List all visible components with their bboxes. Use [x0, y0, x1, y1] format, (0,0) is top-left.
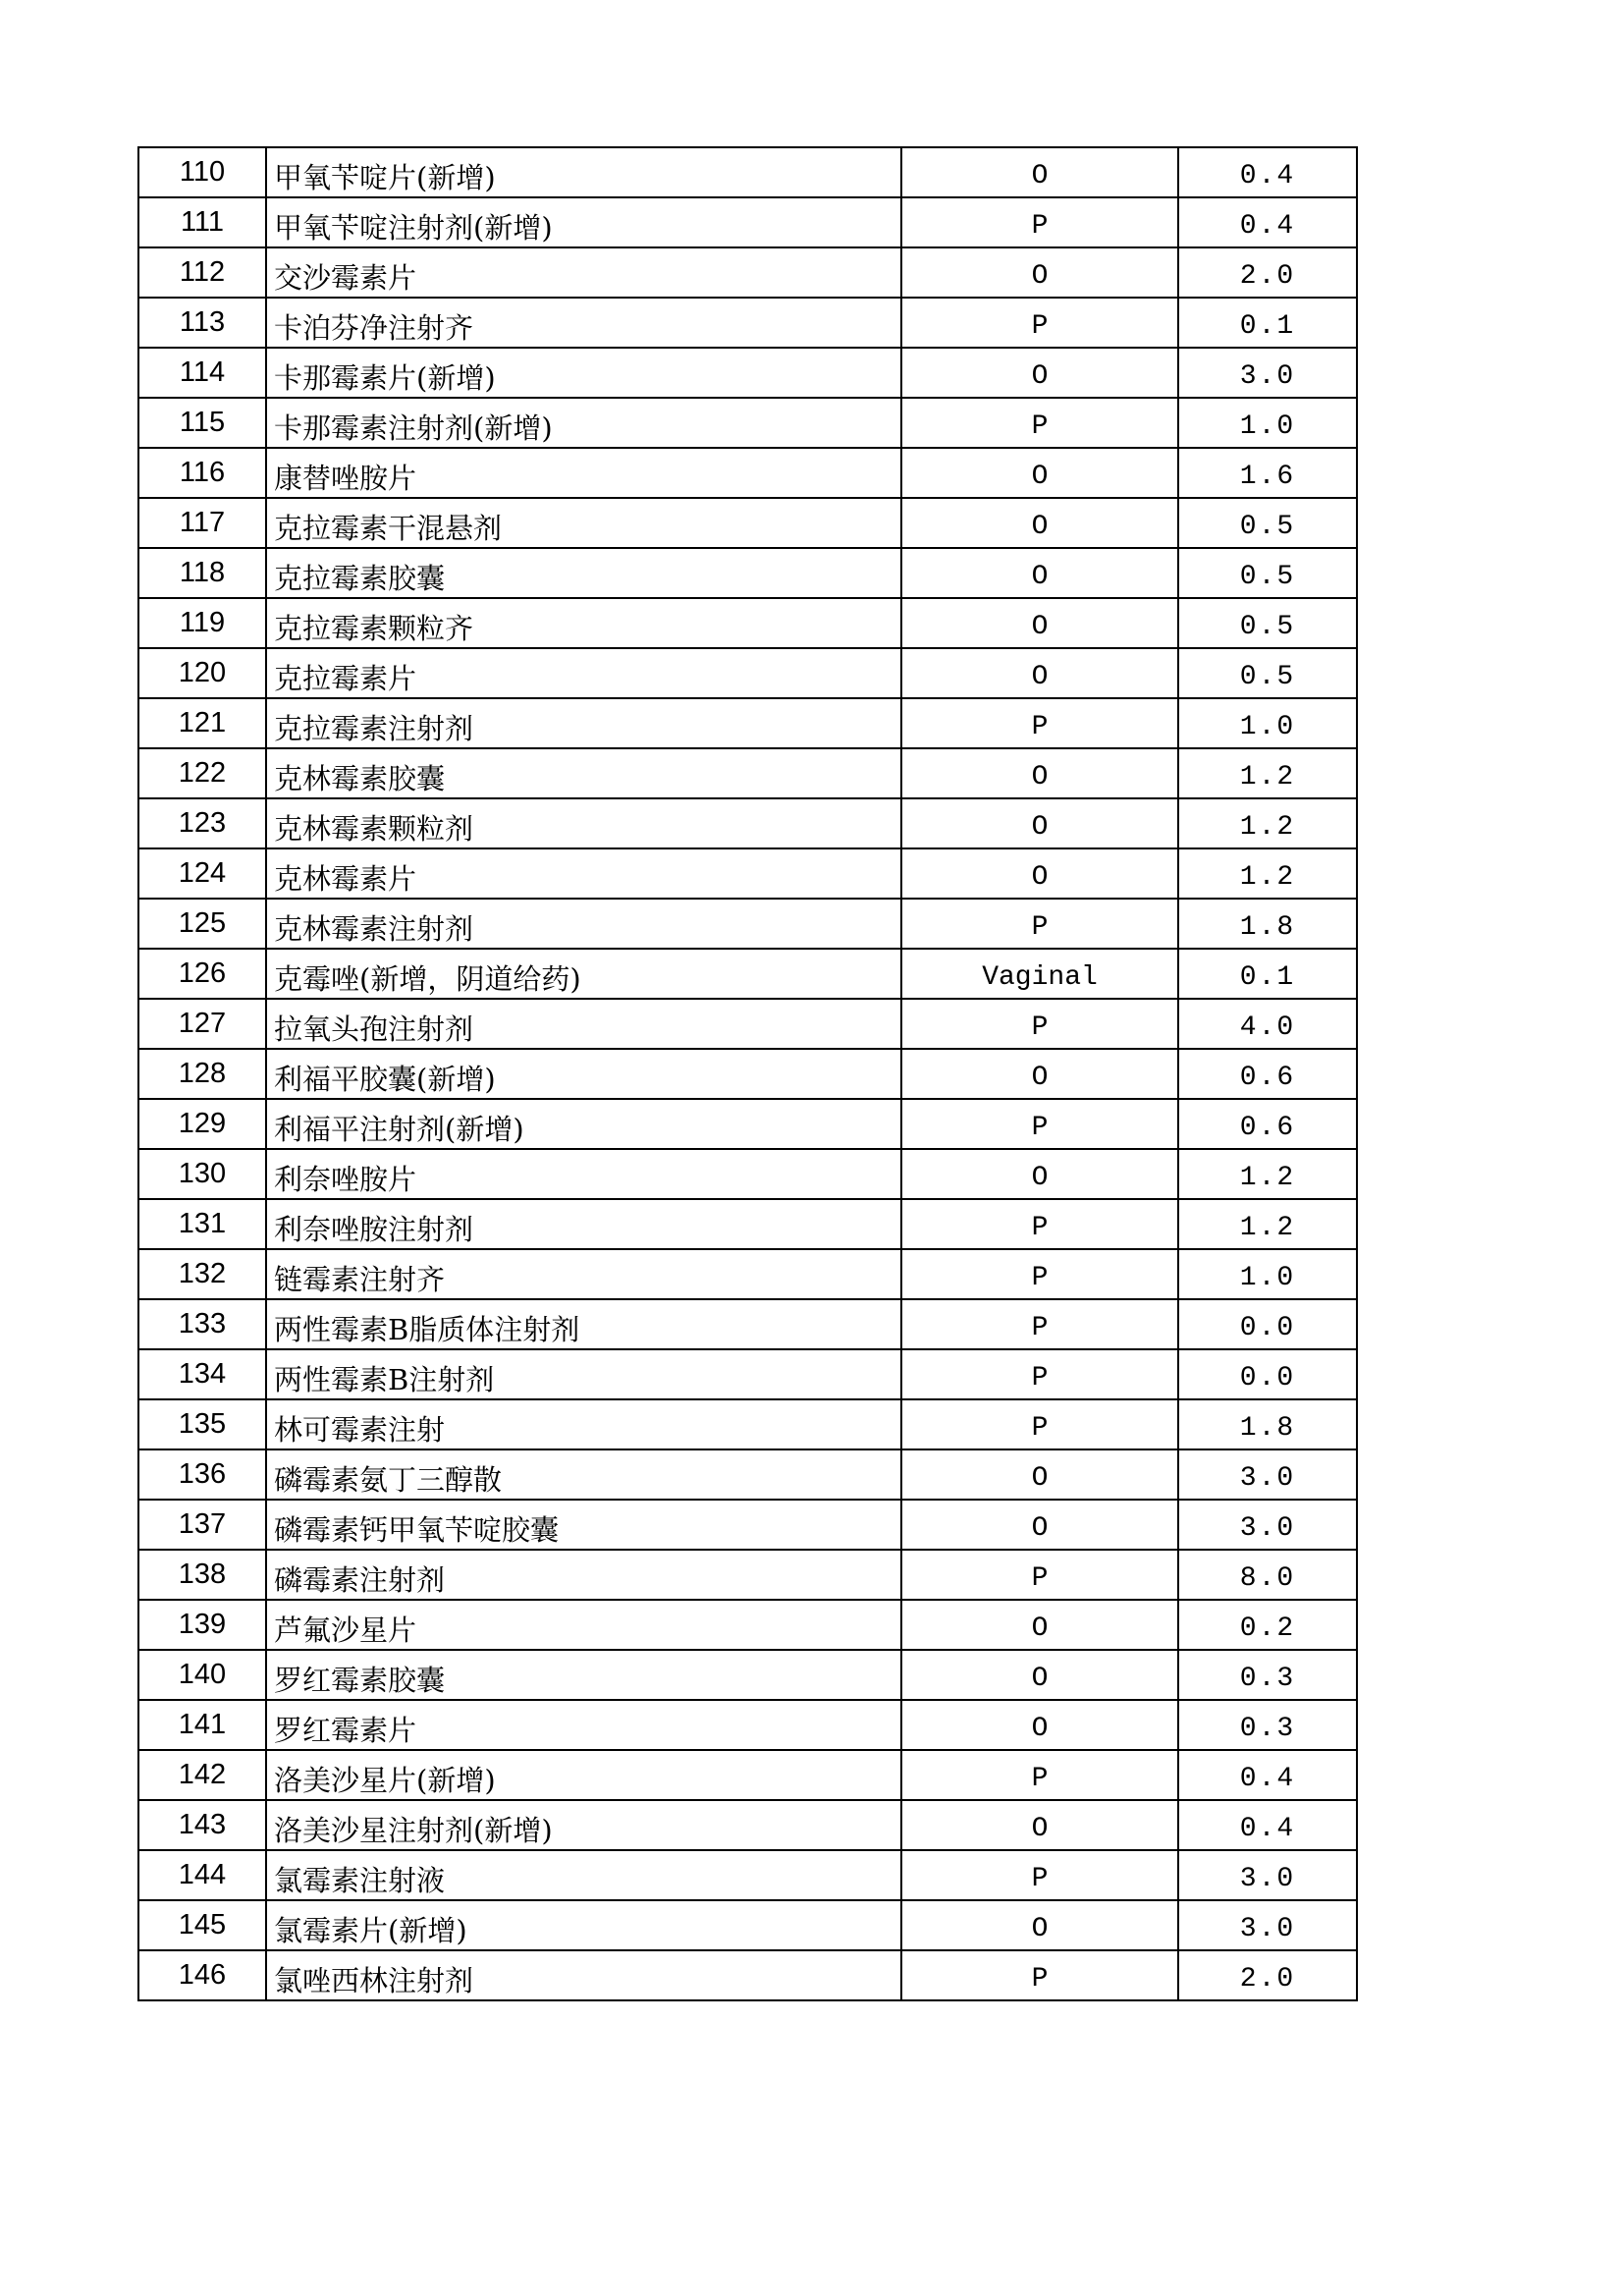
- ddd-value-cell: 0.6: [1178, 1049, 1357, 1099]
- row-number-cell: 132: [138, 1249, 266, 1299]
- route-cell: O: [901, 598, 1178, 648]
- row-number-cell: 113: [138, 298, 266, 348]
- ddd-value-cell: 1.2: [1178, 798, 1357, 848]
- ddd-value-cell: 0.4: [1178, 197, 1357, 247]
- route-cell: P: [901, 1249, 1178, 1299]
- row-number-cell: 146: [138, 1950, 266, 2000]
- ddd-value-cell: 2.0: [1178, 1950, 1357, 2000]
- table-row: [138, 147, 1357, 197]
- ddd-value-cell: 8.0: [1178, 1550, 1357, 1600]
- ddd-value-cell: 1.6: [1178, 448, 1357, 498]
- ddd-value-cell: 1.0: [1178, 1249, 1357, 1299]
- ddd-value-cell: 0.5: [1178, 498, 1357, 548]
- ddd-value-cell: 0.5: [1178, 648, 1357, 698]
- table-row: [138, 899, 1357, 949]
- route-cell: O: [901, 1800, 1178, 1850]
- route-cell: P: [901, 197, 1178, 247]
- drug-name-cell: 链霉素注射齐: [266, 1249, 901, 1299]
- ddd-value-cell: 0.6: [1178, 1099, 1357, 1149]
- table-row: [138, 1349, 1357, 1399]
- row-number-cell: 130: [138, 1149, 266, 1199]
- row-number-cell: 111: [138, 197, 266, 247]
- row-number-cell: 127: [138, 999, 266, 1049]
- drug-name-cell: 卡那霉素片(新增): [266, 348, 901, 398]
- row-number-cell: 117: [138, 498, 266, 548]
- table-row: [138, 598, 1357, 648]
- table-row: [138, 1299, 1357, 1349]
- table-row: [138, 1600, 1357, 1650]
- route-cell: O: [901, 798, 1178, 848]
- table-row: [138, 1099, 1357, 1149]
- table-row: [138, 949, 1357, 999]
- row-number-cell: 131: [138, 1199, 266, 1249]
- route-cell: O: [901, 1049, 1178, 1099]
- table-row: [138, 448, 1357, 498]
- route-cell: O: [901, 348, 1178, 398]
- row-number-cell: 140: [138, 1650, 266, 1700]
- row-number-cell: 145: [138, 1900, 266, 1950]
- table-row: [138, 348, 1357, 398]
- row-number-cell: 110: [138, 147, 266, 197]
- ddd-value-cell: 0.0: [1178, 1349, 1357, 1399]
- row-number-cell: 143: [138, 1800, 266, 1850]
- route-cell: P: [901, 398, 1178, 448]
- table-row: [138, 498, 1357, 548]
- table-row: [138, 1650, 1357, 1700]
- drug-name-cell: 克霉唑(新增，阴道给药): [266, 949, 901, 999]
- drug-name-cell: 卡那霉素注射剂(新增): [266, 398, 901, 448]
- route-cell: O: [901, 1900, 1178, 1950]
- row-number-cell: 125: [138, 899, 266, 949]
- route-cell: O: [901, 748, 1178, 798]
- table-row: [138, 648, 1357, 698]
- row-number-cell: 141: [138, 1700, 266, 1750]
- row-number-cell: 139: [138, 1600, 266, 1650]
- row-number-cell: 121: [138, 698, 266, 748]
- row-number-cell: 136: [138, 1449, 266, 1500]
- route-cell: P: [901, 1199, 1178, 1249]
- ddd-value-cell: 2.0: [1178, 247, 1357, 298]
- row-number-cell: 120: [138, 648, 266, 698]
- row-number-cell: 135: [138, 1399, 266, 1449]
- row-number-cell: 133: [138, 1299, 266, 1349]
- table-row: [138, 298, 1357, 348]
- route-cell: O: [901, 1600, 1178, 1650]
- route-cell: P: [901, 1349, 1178, 1399]
- drug-name-cell: 甲氧苄啶注射剂(新增): [266, 197, 901, 247]
- table-row: [138, 1399, 1357, 1449]
- table-row: [138, 1249, 1357, 1299]
- table-row: [138, 1950, 1357, 2000]
- row-number-cell: 138: [138, 1550, 266, 1600]
- table-row: [138, 247, 1357, 298]
- row-number-cell: 112: [138, 247, 266, 298]
- ddd-value-cell: 1.0: [1178, 698, 1357, 748]
- drug-name-cell: 克拉霉素胶囊: [266, 548, 901, 598]
- drug-name-cell: 磷霉素钙甲氧苄啶胶囊: [266, 1500, 901, 1550]
- table-row: [138, 1199, 1357, 1249]
- row-number-cell: 115: [138, 398, 266, 448]
- ddd-value-cell: 3.0: [1178, 1449, 1357, 1500]
- drug-name-cell: 甲氧苄啶片(新增): [266, 147, 901, 197]
- table-row: [138, 798, 1357, 848]
- table-row: [138, 698, 1357, 748]
- table-row: [138, 1149, 1357, 1199]
- table-row: [138, 1800, 1357, 1850]
- table-row: [138, 1900, 1357, 1950]
- drug-name-cell: 利福平注射剂(新增): [266, 1099, 901, 1149]
- row-number-cell: 118: [138, 548, 266, 598]
- route-cell: P: [901, 298, 1178, 348]
- table-row: [138, 1500, 1357, 1550]
- table-row: [138, 1850, 1357, 1900]
- route-cell: P: [901, 1299, 1178, 1349]
- table-row: [138, 1049, 1357, 1099]
- drug-name-cell: 氯霉素注射液: [266, 1850, 901, 1900]
- row-number-cell: 114: [138, 348, 266, 398]
- ddd-value-cell: 1.2: [1178, 748, 1357, 798]
- drug-name-cell: 芦氟沙星片: [266, 1600, 901, 1650]
- ddd-value-cell: 0.5: [1178, 548, 1357, 598]
- ddd-value-cell: 3.0: [1178, 1500, 1357, 1550]
- row-number-cell: 116: [138, 448, 266, 498]
- ddd-value-cell: 0.3: [1178, 1650, 1357, 1700]
- drug-name-cell: 拉氧头孢注射剂: [266, 999, 901, 1049]
- ddd-value-cell: 0.5: [1178, 598, 1357, 648]
- drug-name-cell: 氯唑西林注射剂: [266, 1950, 901, 2000]
- route-cell: O: [901, 1149, 1178, 1199]
- ddd-value-cell: 1.8: [1178, 899, 1357, 949]
- ddd-value-cell: 0.1: [1178, 298, 1357, 348]
- drug-name-cell: 克林霉素胶囊: [266, 748, 901, 798]
- drug-name-cell: 克林霉素片: [266, 848, 901, 899]
- drug-name-cell: 罗红霉素胶囊: [266, 1650, 901, 1700]
- route-cell: O: [901, 1449, 1178, 1500]
- route-cell: O: [901, 848, 1178, 899]
- drug-name-cell: 卡泊芬净注射齐: [266, 298, 901, 348]
- route-cell: P: [901, 999, 1178, 1049]
- route-cell: O: [901, 1650, 1178, 1700]
- row-number-cell: 129: [138, 1099, 266, 1149]
- ddd-value-cell: 0.4: [1178, 1800, 1357, 1850]
- ddd-value-cell: 0.0: [1178, 1299, 1357, 1349]
- table-row: [138, 1700, 1357, 1750]
- drug-name-cell: 洛美沙星片(新增): [266, 1750, 901, 1800]
- drug-name-cell: 氯霉素片(新增): [266, 1900, 901, 1950]
- drug-name-cell: 洛美沙星注射剂(新增): [266, 1800, 901, 1850]
- row-number-cell: 124: [138, 848, 266, 899]
- drug-name-cell: 克拉霉素注射剂: [266, 698, 901, 748]
- drug-name-cell: 克拉霉素干混悬剂: [266, 498, 901, 548]
- ddd-value-cell: 0.3: [1178, 1700, 1357, 1750]
- drug-name-cell: 交沙霉素片: [266, 247, 901, 298]
- row-number-cell: 137: [138, 1500, 266, 1550]
- drug-ddd-table: [137, 146, 1358, 2001]
- ddd-value-cell: 1.2: [1178, 848, 1357, 899]
- row-number-cell: 119: [138, 598, 266, 648]
- table-row: [138, 197, 1357, 247]
- drug-name-cell: 克拉霉素颗粒齐: [266, 598, 901, 648]
- drug-name-cell: 磷霉素氨丁三醇散: [266, 1449, 901, 1500]
- ddd-value-cell: 4.0: [1178, 999, 1357, 1049]
- table-row: [138, 1449, 1357, 1500]
- ddd-value-cell: 3.0: [1178, 1850, 1357, 1900]
- drug-name-cell: 两性霉素B注射剂: [266, 1349, 901, 1399]
- ddd-value-cell: 0.4: [1178, 147, 1357, 197]
- table-row: [138, 548, 1357, 598]
- ddd-value-cell: 0.4: [1178, 1750, 1357, 1800]
- route-cell: P: [901, 1750, 1178, 1800]
- drug-name-cell: 利奈唑胺片: [266, 1149, 901, 1199]
- drug-name-cell: 克林霉素颗粒剂: [266, 798, 901, 848]
- row-number-cell: 134: [138, 1349, 266, 1399]
- ddd-value-cell: 1.0: [1178, 398, 1357, 448]
- route-cell: O: [901, 448, 1178, 498]
- drug-name-cell: 磷霉素注射剂: [266, 1550, 901, 1600]
- route-cell: P: [901, 899, 1178, 949]
- drug-name-cell: 两性霉素B脂质体注射剂: [266, 1299, 901, 1349]
- ddd-value-cell: 1.8: [1178, 1399, 1357, 1449]
- ddd-value-cell: 0.1: [1178, 949, 1357, 999]
- route-cell: O: [901, 1700, 1178, 1750]
- route-cell: P: [901, 1399, 1178, 1449]
- ddd-value-cell: 1.2: [1178, 1149, 1357, 1199]
- route-cell: P: [901, 1950, 1178, 2000]
- route-cell: P: [901, 1099, 1178, 1149]
- table-row: [138, 999, 1357, 1049]
- drug-table-body: [138, 147, 1357, 2000]
- route-cell: P: [901, 698, 1178, 748]
- route-cell: O: [901, 1500, 1178, 1550]
- route-cell: P: [901, 1850, 1178, 1900]
- route-cell: P: [901, 1550, 1178, 1600]
- table-row: [138, 848, 1357, 899]
- table-row: [138, 1750, 1357, 1800]
- ddd-value-cell: 1.2: [1178, 1199, 1357, 1249]
- drug-name-cell: 罗红霉素片: [266, 1700, 901, 1750]
- drug-name-cell: 克林霉素注射剂: [266, 899, 901, 949]
- row-number-cell: 142: [138, 1750, 266, 1800]
- ddd-value-cell: 0.2: [1178, 1600, 1357, 1650]
- table-row: [138, 1550, 1357, 1600]
- drug-name-cell: 利奈唑胺注射剂: [266, 1199, 901, 1249]
- row-number-cell: 123: [138, 798, 266, 848]
- ddd-value-cell: 3.0: [1178, 1900, 1357, 1950]
- route-cell: O: [901, 498, 1178, 548]
- route-cell: O: [901, 247, 1178, 298]
- route-cell: O: [901, 147, 1178, 197]
- drug-name-cell: 利福平胶囊(新增): [266, 1049, 901, 1099]
- route-cell: Vaginal: [901, 949, 1178, 999]
- ddd-value-cell: 3.0: [1178, 348, 1357, 398]
- row-number-cell: 126: [138, 949, 266, 999]
- row-number-cell: 144: [138, 1850, 266, 1900]
- table-row: [138, 748, 1357, 798]
- row-number-cell: 128: [138, 1049, 266, 1099]
- drug-name-cell: 克拉霉素片: [266, 648, 901, 698]
- route-cell: O: [901, 648, 1178, 698]
- table-row: [138, 398, 1357, 448]
- route-cell: O: [901, 548, 1178, 598]
- drug-name-cell: 康替唑胺片: [266, 448, 901, 498]
- drug-name-cell: 林可霉素注射: [266, 1399, 901, 1449]
- row-number-cell: 122: [138, 748, 266, 798]
